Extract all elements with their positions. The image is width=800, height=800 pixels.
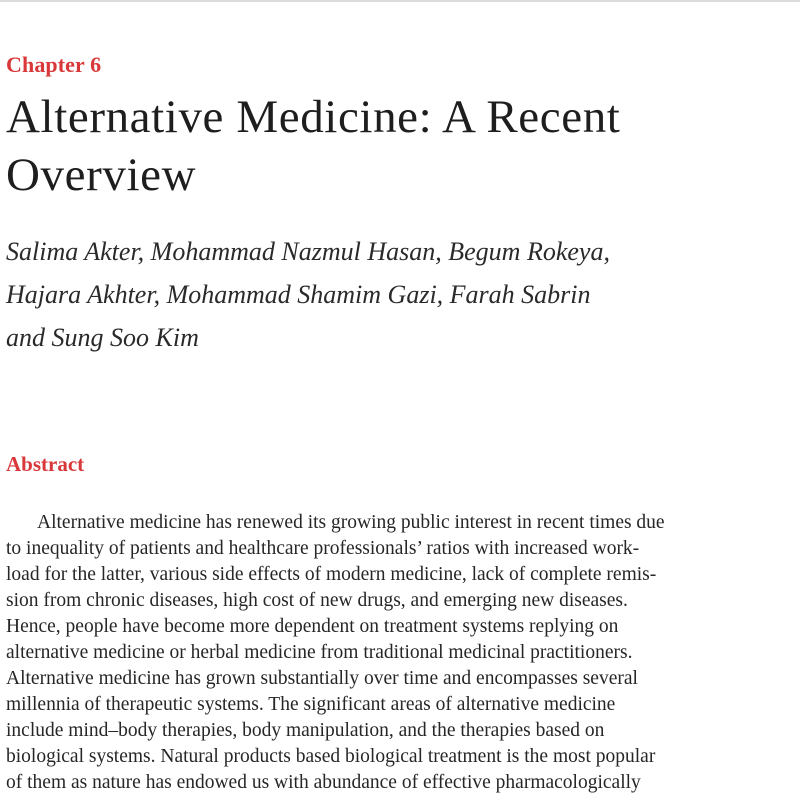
author-line: Salima Akter, Mohammad Nazmul Hasan, Begum Rokeya,	[6, 237, 610, 266]
author-list	[6, 230, 796, 359]
abstract-line: alternative medicine or herbal medicine from traditional medicinal practitioners.	[6, 642, 633, 663]
top-border	[0, 0, 800, 2]
abstract-line: to inequality of patients and healthcare professionals’ ratios with increased work-	[6, 538, 640, 559]
chapter-label: Chapter 6	[6, 52, 102, 77]
abstract-body	[6, 510, 798, 796]
abstract-heading: Abstract	[6, 452, 85, 476]
abstract-line: sion from chronic diseases, high cost of new drugs, and emerging new diseases.	[6, 590, 628, 611]
abstract-line: load for the latter, various side effects of modern medicine, lack of complete remis-	[6, 564, 657, 585]
abstract-line: Alternative medicine has renewed its growing public interest in recent times due	[37, 512, 665, 533]
abstract-line: millennia of therapeutic systems. The significant areas of alternative medicine	[6, 694, 616, 715]
author-line: Hajara Akhter, Mohammad Shamim Gazi, Farah Sabrin	[6, 280, 591, 309]
abstract-line: biological systems. Natural products based biological treatment is the most popular	[6, 746, 656, 767]
abstract-line: include mind–body therapies, body manipulation, and the therapies based on	[6, 720, 605, 741]
chapter-title-line: Overview	[6, 149, 197, 201]
chapter-title-line: Alternative Medicine: A Recent	[6, 91, 621, 143]
chapter-title	[6, 88, 796, 204]
abstract-line: Hence, people have become more dependent on treatment systems replying on	[6, 616, 619, 637]
abstract-line: of them as nature has endowed us with abundance of effective pharmacologically	[6, 772, 641, 793]
abstract-line: Alternative medicine has grown substantially over time and encompasses several	[6, 668, 638, 689]
author-line: and Sung Soo Kim	[6, 323, 199, 352]
